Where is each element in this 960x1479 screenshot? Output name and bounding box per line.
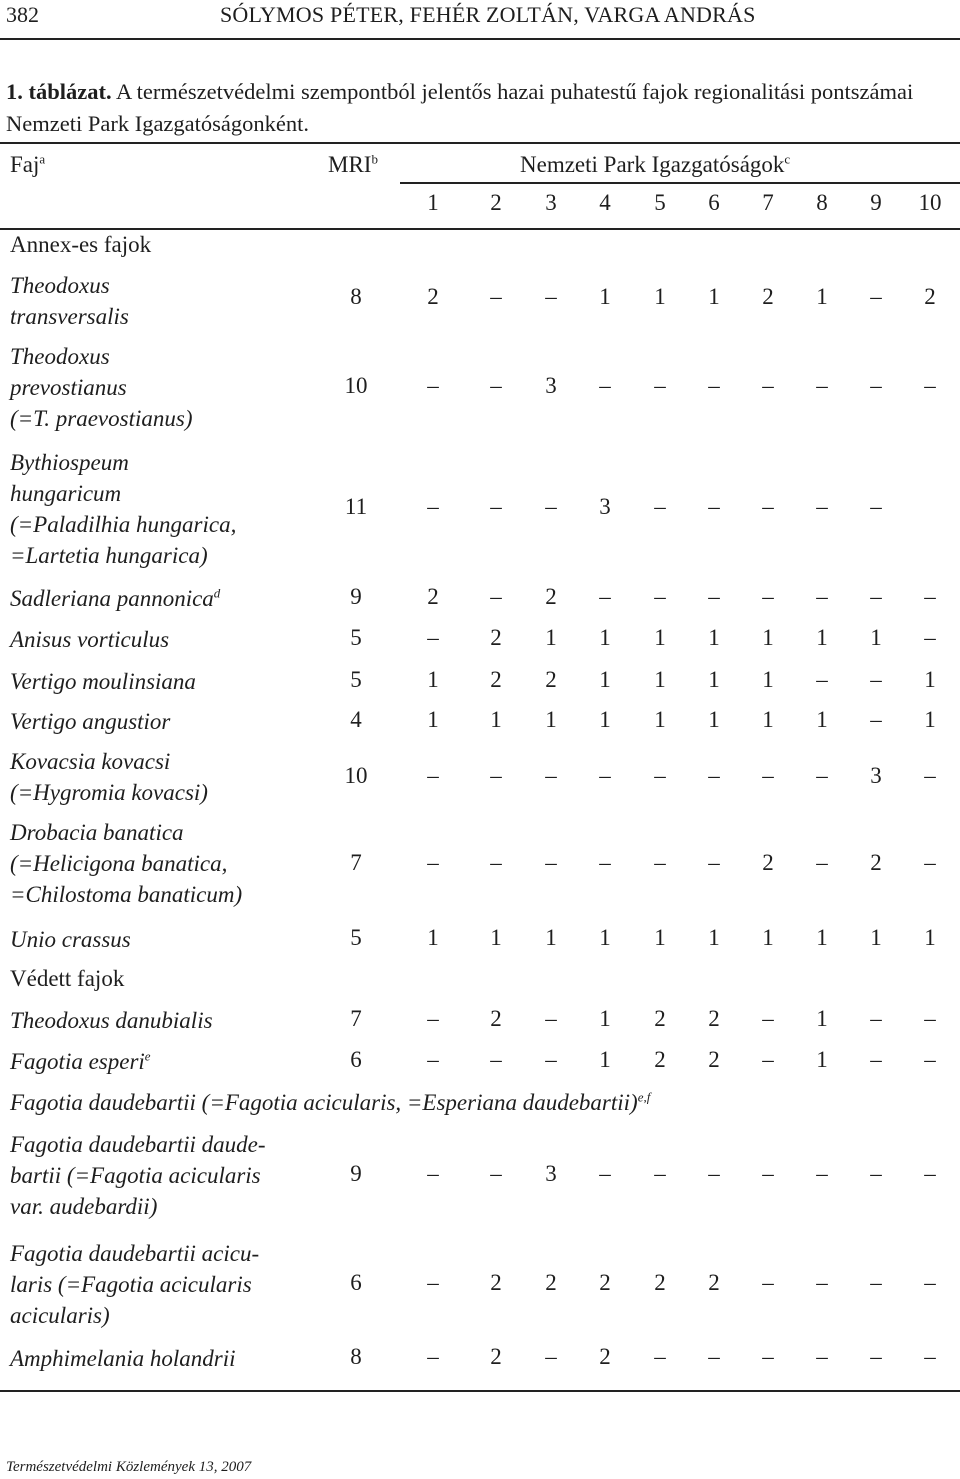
mri-value: 8 (350, 1344, 362, 1369)
np-value-3: 1 (545, 707, 557, 732)
np-value-5: – (654, 1344, 666, 1369)
np-value-3: – (545, 1047, 557, 1072)
section-annex: Annex-es fajok (10, 232, 152, 257)
np-value-6: 1 (708, 925, 720, 950)
np-value-1: – (427, 850, 439, 875)
species-name-line: (=Paladilhia hungarica, (10, 512, 237, 537)
np-value-4: 1 (599, 707, 611, 732)
np-value-1: – (427, 763, 439, 788)
table-top-rule (0, 142, 960, 144)
table-caption-text: A természetvédelmi szempontból jelentős hazai puhatestű fajok regionalitási pontszámai Nemzeti Park Igazgatóságonként. (6, 79, 914, 136)
species-name-line: Sadleriana pannonica$^d$ (10, 585, 221, 611)
np-value-1: – (427, 373, 439, 398)
running-header-authors: SÓLYMOS PÉTER, FEHÉR ZOLTÁN, VARGA ANDRÁS (220, 2, 756, 27)
species-name-line: Anisus vorticulus (10, 627, 170, 652)
np-value-10: – (924, 373, 936, 398)
np-value-9: – (870, 494, 882, 519)
np-value-4: – (599, 373, 611, 398)
np-value-1: – (427, 1047, 439, 1072)
np-value-7: 1 (762, 707, 774, 732)
species-name-line: acicularis) (10, 1303, 110, 1328)
np-value-4: 1 (599, 925, 611, 950)
np-value-6: – (708, 1344, 720, 1369)
np-value-8: 1 (816, 1047, 828, 1072)
np-value-5: – (654, 584, 666, 609)
np-value-2: 2 (490, 625, 502, 650)
np-value-9: – (870, 1006, 882, 1031)
np-value-10: – (924, 1344, 936, 1369)
np-number-1: 1 (427, 190, 439, 215)
np-value-2: 1 (490, 707, 502, 732)
np-value-2: – (490, 373, 502, 398)
header-mri (328, 152, 378, 178)
np-value-3: 2 (545, 1270, 557, 1295)
np-value-5: – (654, 373, 666, 398)
header-rule (0, 38, 960, 40)
np-number-4: 4 (599, 190, 611, 215)
species-name-line: (=Helicigona banatica, (10, 851, 228, 876)
np-value-10: 2 (924, 284, 936, 309)
np-value-2: 2 (490, 1006, 502, 1031)
np-value-1: – (427, 494, 439, 519)
mri-value: 10 (344, 373, 368, 398)
np-value-8: 1 (816, 625, 828, 650)
np-value-6: – (708, 494, 720, 519)
np-value-9: 1 (870, 625, 882, 650)
np-value-2: 2 (490, 667, 502, 692)
np-value-8: – (816, 667, 828, 692)
np-value-10: – (924, 1006, 936, 1031)
np-number-row (0, 190, 960, 222)
mri-value: 11 (344, 494, 368, 519)
np-value-5: – (654, 494, 666, 519)
mri-value: 6 (350, 1047, 362, 1072)
np-value-9: – (870, 284, 882, 309)
np-value-2: – (490, 1047, 502, 1072)
species-footnote-marker: d (213, 585, 221, 601)
species-name (10, 583, 220, 614)
mri-value: 7 (350, 850, 362, 875)
np-value-4: 3 (599, 494, 611, 519)
np-value-9: 2 (870, 850, 882, 875)
np-value-4: 1 (599, 625, 611, 650)
np-value-3: 3 (545, 1161, 557, 1186)
mri-value: 7 (350, 1006, 362, 1031)
np-value-4: 1 (599, 1006, 611, 1031)
species-name-line: Bythiospeum (10, 450, 129, 475)
np-value-2: – (490, 494, 502, 519)
np-number-9: 9 (870, 190, 882, 215)
header-species (10, 152, 45, 178)
mri-value: 8 (350, 284, 362, 309)
np-value-1: – (427, 1270, 439, 1295)
species-name-line: Fagotia esperi$^e$ (10, 1048, 151, 1074)
np-value-9: 1 (870, 925, 882, 950)
species-name (10, 1238, 259, 1331)
species-name (10, 1343, 236, 1374)
np-value-3: – (545, 1006, 557, 1031)
np-value-4: 2 (599, 1270, 611, 1295)
np-value-8: 1 (816, 707, 828, 732)
np-value-2: – (490, 850, 502, 875)
np-value-8: – (816, 584, 828, 609)
np-value-4: 2 (599, 1344, 611, 1369)
np-value-5: 1 (654, 625, 666, 650)
np-value-2: – (490, 763, 502, 788)
np-value-5: 2 (654, 1006, 666, 1031)
np-value-7: 1 (762, 925, 774, 950)
species-name-line: Vertigo moulinsiana (10, 669, 196, 694)
np-value-10: – (924, 584, 936, 609)
np-value-4: 1 (599, 667, 611, 692)
np-number-10: 10 (918, 190, 942, 215)
species-name (10, 1046, 151, 1077)
journal-footer: Természetvédelmi Közlemények 13, 2007 (6, 1459, 252, 1475)
np-value-4: – (599, 763, 611, 788)
np-value-5: 2 (654, 1047, 666, 1072)
np-value-1: 2 (427, 584, 439, 609)
species-name (10, 270, 129, 332)
np-value-5: – (654, 763, 666, 788)
np-value-10: 1 (924, 707, 936, 732)
np-value-1: – (427, 1344, 439, 1369)
species-name-line: (=Hygromia kovacsi) (10, 780, 208, 805)
species-name-line: Kovacsia kovacsi (10, 749, 171, 774)
np-value-5: 1 (654, 667, 666, 692)
np-value-10: 1 (924, 925, 936, 950)
np-number-3: 3 (545, 190, 557, 215)
species-name-line: bartii (=Fagotia acicularis (10, 1163, 261, 1188)
np-value-1: 2 (427, 284, 439, 309)
header-bottom-rule (0, 228, 960, 230)
np-value-4: – (599, 584, 611, 609)
np-value-9: – (870, 584, 882, 609)
np-value-5: 1 (654, 284, 666, 309)
np-value-1: – (427, 1006, 439, 1031)
np-value-3: 2 (545, 667, 557, 692)
species-name (10, 817, 242, 910)
np-value-2: 2 (490, 1344, 502, 1369)
np-value-10: 1 (924, 667, 936, 692)
species-name-line: Fagotia daudebartii daude- (10, 1132, 266, 1157)
np-value-3: – (545, 1344, 557, 1369)
header-mri-sup: b (371, 151, 378, 167)
species-name-line: Fagotia daudebartii acicu- (10, 1241, 260, 1266)
np-number-6: 6 (708, 190, 720, 215)
np-value-7: – (762, 1047, 774, 1072)
species-footnote-marker: e,f (637, 1089, 651, 1105)
species-name-line: Theodoxus danubialis (10, 1008, 213, 1033)
np-value-10: – (924, 763, 936, 788)
np-value-5: 1 (654, 925, 666, 950)
np-value-6: 1 (708, 707, 720, 732)
header-species-sup: a (39, 151, 46, 167)
species-name-line: hungaricum (10, 481, 122, 506)
np-value-3: – (545, 494, 557, 519)
np-value-4: 1 (599, 1047, 611, 1072)
np-value-2: – (490, 1161, 502, 1186)
np-value-5: 2 (654, 1270, 666, 1295)
np-value-3: 2 (545, 584, 557, 609)
np-number-5: 5 (654, 190, 666, 215)
np-value-7: 1 (762, 625, 774, 650)
np-value-8: 1 (816, 1006, 828, 1031)
np-value-3: – (545, 284, 557, 309)
species-name (10, 624, 169, 655)
mri-value: 5 (350, 625, 362, 650)
np-header-rule (400, 182, 960, 184)
np-value-6: 2 (708, 1047, 720, 1072)
np-value-10: – (924, 1047, 936, 1072)
np-number-8: 8 (816, 190, 828, 215)
np-value-8: – (816, 1161, 828, 1186)
np-value-6: 2 (708, 1270, 720, 1295)
header-mri-label: MRI (328, 152, 372, 177)
np-value-9: – (870, 1047, 882, 1072)
np-value-2: 2 (490, 1270, 502, 1295)
np-value-8: 1 (816, 925, 828, 950)
table-caption-label: 1. táblázat. (6, 79, 112, 104)
species-name (10, 924, 131, 955)
mri-value: 10 (344, 763, 368, 788)
running-header (0, 0, 960, 36)
np-value-7: – (762, 1006, 774, 1031)
np-value-1: – (427, 625, 439, 650)
header-species-label: Faj (10, 152, 40, 177)
np-value-8: – (816, 1270, 828, 1295)
np-value-2: – (490, 584, 502, 609)
species-name-line: Unio crassus (10, 927, 131, 952)
np-value-6: – (708, 763, 720, 788)
np-value-7: – (762, 1344, 774, 1369)
species-name-line: prevostianus (10, 375, 127, 400)
mri-value: 5 (350, 667, 362, 692)
species-name (10, 341, 192, 434)
np-value-9: – (870, 373, 882, 398)
np-value-9: – (870, 707, 882, 732)
np-value-6: 1 (708, 284, 720, 309)
mri-value: 9 (350, 1161, 362, 1186)
species-footnote-marker: e (144, 1048, 151, 1064)
species-name (10, 447, 236, 571)
np-value-6: 1 (708, 625, 720, 650)
header-np-label: Nemzeti Park Igazgatóságok (520, 152, 785, 177)
np-value-4: – (599, 1161, 611, 1186)
np-value-7: – (762, 1161, 774, 1186)
np-value-8: – (816, 494, 828, 519)
header-np (520, 152, 790, 178)
species-name (10, 1087, 650, 1118)
species-name-line: Vertigo angustior (10, 709, 171, 734)
species-name (10, 746, 208, 808)
header-np-sup: c (784, 151, 791, 167)
np-value-7: – (762, 584, 774, 609)
np-value-9: – (870, 667, 882, 692)
species-name-line: var. audebardii) (10, 1194, 158, 1219)
np-number-7: 7 (762, 190, 774, 215)
np-value-5: – (654, 1161, 666, 1186)
species-name-line: laris (=Fagotia acicularis (10, 1272, 252, 1297)
np-value-8: – (816, 850, 828, 875)
np-value-4: 1 (599, 284, 611, 309)
species-name-line: Amphimelania holandrii (10, 1346, 236, 1371)
np-value-8: – (816, 373, 828, 398)
np-value-7: – (762, 373, 774, 398)
np-value-9: – (870, 1344, 882, 1369)
species-name-line: Fagotia daudebartii (=Fagotia acicularis, =Esperiana daudebartii)$^{e,f}$ (10, 1089, 651, 1115)
np-value-6: 1 (708, 667, 720, 692)
species-name-line: Drobacia banatica (10, 820, 184, 845)
np-value-1: 1 (427, 667, 439, 692)
species-name-line: Theodoxus (10, 273, 110, 298)
mri-value: 9 (350, 584, 362, 609)
np-value-10: – (924, 1270, 936, 1295)
np-value-2: 1 (490, 925, 502, 950)
np-value-9: – (870, 1161, 882, 1186)
np-value-8: – (816, 1344, 828, 1369)
np-value-6: – (708, 1161, 720, 1186)
section-protected: Védett fajok (10, 966, 125, 991)
np-value-3: – (545, 763, 557, 788)
np-value-5: 1 (654, 707, 666, 732)
np-value-7: 2 (762, 284, 774, 309)
table-bottom-rule (0, 1390, 960, 1392)
np-number-2: 2 (490, 190, 502, 215)
np-value-6: – (708, 850, 720, 875)
species-name-line: =Chilostoma banaticum) (10, 882, 243, 907)
species-name (10, 706, 170, 737)
np-value-6: – (708, 373, 720, 398)
np-value-3: 1 (545, 625, 557, 650)
np-value-4: – (599, 850, 611, 875)
np-value-5: – (654, 850, 666, 875)
species-name-line: =Lartetia hungarica) (10, 543, 208, 568)
np-value-10: – (924, 1161, 936, 1186)
np-value-3: 1 (545, 925, 557, 950)
np-value-7: – (762, 494, 774, 519)
np-value-1: 1 (427, 925, 439, 950)
np-value-2: – (490, 284, 502, 309)
mri-value: 5 (350, 925, 362, 950)
np-value-10: – (924, 850, 936, 875)
np-value-8: 1 (816, 284, 828, 309)
species-name (10, 1005, 213, 1036)
np-value-7: – (762, 763, 774, 788)
mri-value: 4 (350, 707, 362, 732)
mri-value: 6 (350, 1270, 362, 1295)
species-name (10, 1129, 266, 1222)
species-name-line: Theodoxus (10, 344, 110, 369)
np-value-9: – (870, 1270, 882, 1295)
np-value-6: 2 (708, 1006, 720, 1031)
species-name-line: (=T. praevostianus) (10, 406, 193, 431)
np-value-9: 3 (870, 763, 882, 788)
np-value-6: – (708, 584, 720, 609)
np-value-3: – (545, 850, 557, 875)
np-value-8: – (816, 763, 828, 788)
np-value-3: 3 (545, 373, 557, 398)
species-name (10, 666, 196, 697)
np-value-7: – (762, 1270, 774, 1295)
species-name-line: transversalis (10, 304, 129, 329)
np-value-7: 2 (762, 850, 774, 875)
np-value-7: 1 (762, 667, 774, 692)
np-value-1: 1 (427, 707, 439, 732)
np-value-1: – (427, 1161, 439, 1186)
np-value-10: – (924, 625, 936, 650)
page-number: 382 (6, 2, 39, 27)
table-caption (6, 76, 956, 140)
